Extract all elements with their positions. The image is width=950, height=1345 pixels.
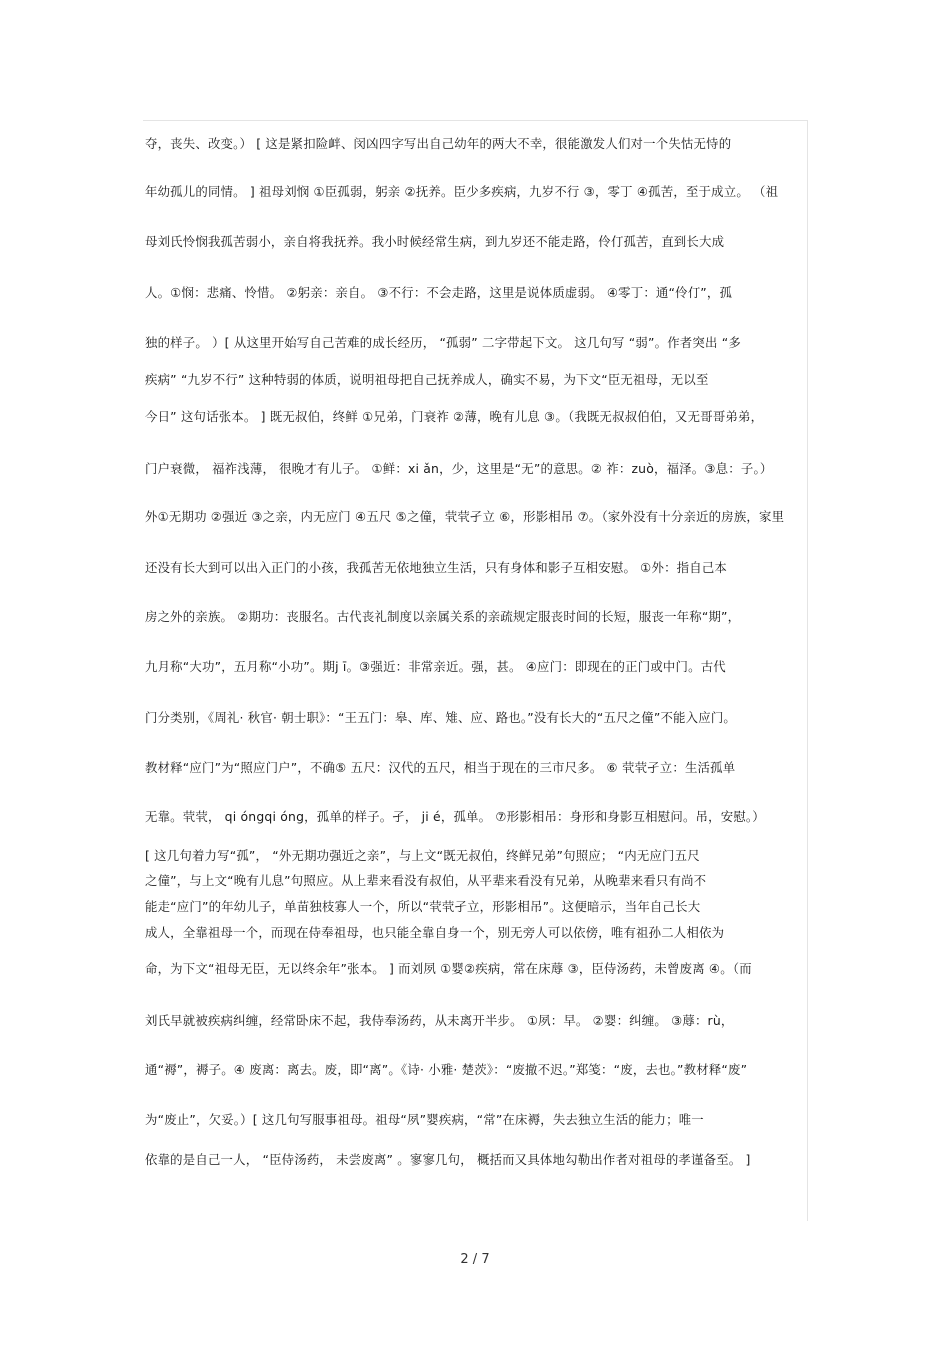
text-line: 门户衰微， 福祚浅薄， 很晚才有儿子。 ①鲜：xi ǎn，少，这里是“无”的意思。② 祚：zuò，福泽。③息：子。）: [145, 461, 773, 476]
text-line: 年幼孤儿的同情。 ] 祖母刘悯 ①臣孤弱，躬亲 ②抚养。臣少多疾病，九岁不行 ③，零丁 ④孤苦，至于成立。 （祖: [145, 184, 779, 199]
text-line: 独的样子。 ）[ 从这里开始写自己苦难的成长经历， “孤弱” 二字带起下文。 这几句写 “弱”。作者突出 “多: [145, 335, 741, 350]
text-line: 门分类别，《周礼· 秋官· 朝士职》：“王五门：皋、库、雉、应、路也。”没有长大的“五尺之僮”不能入应门。: [145, 710, 737, 725]
text-line: 能走“应门”的年幼儿子，单苗独枝寡人一个，所以“茕茕孑立，形影相吊”。这便暗示，当年自己长大: [145, 899, 701, 914]
text-line: 还没有长大到可以出入正门的小孩，我孤苦无依地独立生活，只有身体和影子互相安慰。 ①外：指自己本: [145, 560, 728, 575]
text-line: 命，为下文“祖母无臣，无以终余年”张本。 ] 而刘夙 ①婴②疾病，常在床蓐 ③，臣侍汤药，未曾废离 ④。（而: [145, 961, 752, 976]
text-line: 成人，全靠祖母一个，而现在侍奉祖母，也只能全靠自身一个，别无旁人可以依傍，唯有祖孙二人相依为: [145, 925, 725, 940]
text-line: 刘氏早就被疾病纠缠，经常卧床不起，我侍奉汤药，从未离开半步。 ①夙：早。 ②婴：纠缠。 ③蓐：rù，: [145, 1013, 734, 1028]
text-line: 通“褥”，褥子。④ 废离：离去。废，即“离”。《诗· 小雅· 楚茨》：“废撤不迟。”郑笺：“废，去也。”教材释“废”: [145, 1062, 748, 1077]
text-line: 房之外的亲族。 ②期功：丧服名。古代丧礼制度以亲属关系的亲疏规定服丧时间的长短，服丧一年称“期”，: [145, 609, 741, 624]
page-number: 2 / 7: [460, 1252, 490, 1267]
text-line: 今日” 这句话张本。 ] 既无叔伯，终鲜 ①兄弟，门衰祚 ②薄，晚有儿息 ③。（我既无叔叔伯伯，又无哥哥弟弟，: [145, 409, 764, 424]
text-line: 疾病” “九岁不行” 这种特弱的体质，说明祖母把自己抚养成人，确实不易，为下文“臣无祖母，无以至: [145, 372, 709, 387]
text-line: [ 这几句着力写“孤”， “外无期功强近之亲”，与上文“既无叔伯，终鲜兄弟”句照应； “内无应门五尺: [145, 848, 700, 863]
text-line: 九月称“大功”，五月称“小功”。期j ī。③强近：非常亲近。强，甚。 ④应门：即现在的正门或中门。古代: [145, 659, 726, 674]
text-line: 夺，丧失、改变。） [ 这是紧扣险衅、闵凶四字写出自己幼年的两大不幸，很能激发人们对一个失怙无恃的: [145, 136, 732, 151]
text-line: 依靠的是自己一人， “臣侍汤药， 未尝废离” 。寥寥几句， 概括而又具体地勾勒出作者对祖母的孝谨备至。 ]: [145, 1152, 751, 1167]
text-line: 之僮”，与上文“晚有儿息”句照应。从上辈来看没有叔伯，从平辈来看没有兄弟，从晚辈来看只有尚不: [145, 873, 707, 888]
text-line: 母刘氏怜悯我孤苦弱小，亲自将我抚养。我小时候经常生病，到九岁还不能走路，伶仃孤苦，直到长大成: [145, 234, 725, 249]
text-line: 无靠。茕茕， qi óngqi óng，孤单的样子。孑， ji é，孤单。 ⑦形影相吊：身形和身影互相慰问。吊，安慰。）: [145, 809, 765, 824]
text-line: 为“废止”，欠妥。）[ 这几句写服事祖母。祖母“夙”婴疾病，“常”在床褥，失去独立生活的能力；唯一: [145, 1112, 704, 1127]
text-line: 外①无期功 ②强近 ③之亲，内无应门 ④五尺 ⑤之僮，茕茕孑立 ⑥，形影相吊 ⑦。（家外没有十分亲近的房族，家里: [145, 509, 785, 524]
text-line: 人。①悯：悲痛、怜惜。 ②躬亲：亲自。 ③不行：不会走路，这里是说体质虚弱。 ④零丁：通“伶仃”，孤: [145, 285, 733, 300]
text-line: 教材释“应门”为“照应门户”，不确⑤ 五尺：汉代的五尺，相当于现在的三市尺多。 ⑥ 茕茕孑立：生活孤单: [145, 760, 736, 775]
